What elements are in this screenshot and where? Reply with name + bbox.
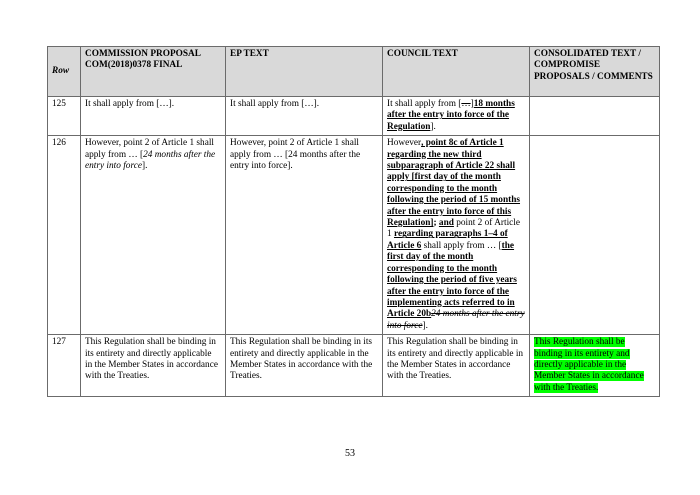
ep-cell: This Regulation shall be binding in its entirety and directly applicable in the Member States in accordance with the Treaties. [226, 335, 383, 397]
consolidated-cell [530, 136, 660, 335]
row-number: 127 [48, 335, 81, 397]
deleted-text: … [461, 99, 471, 109]
deleted-text: 24 months after the entry into force [387, 309, 525, 331]
table-row [48, 335, 660, 397]
header-council-text: COUNCIL TEXT [383, 47, 530, 97]
council-cell: This Regulation shall be binding in its entirety and directly applicable in the Member States in accordance with the Treaties. [383, 335, 530, 397]
council-cell [383, 136, 530, 335]
council-text: ]. [430, 121, 436, 132]
council-text: ]. [422, 320, 428, 331]
table-row [48, 97, 660, 136]
council-text: shall apply from … [ [421, 240, 502, 251]
table-row [48, 136, 660, 335]
consolidated-cell [530, 335, 660, 397]
inserted-text: and [438, 218, 454, 229]
council-text: point 2 of Article 1 [387, 218, 521, 240]
header-ep-text: EP TEXT [226, 47, 383, 97]
commission-cell: This Regulation shall be binding in its entirety and directly applicable in the Member States in accordance with the Treaties. [81, 335, 226, 397]
highlighted-text: This Regulation shall be binding in its entirety and directly applicable in the Member States in accordance with the Treaties. [534, 337, 644, 393]
commission-cell [81, 136, 226, 335]
italic-text: 24 months after the entry into force [85, 149, 216, 172]
ep-cell: It shall apply from […]. [226, 97, 383, 136]
inserted-text: 18 months after the entry into force of the Regulation [387, 99, 515, 132]
inserted-text: the first day of the month corresponding to the month following the period of five years after the entry into force of the implementing acts referred to in Article 20b [387, 240, 517, 320]
row-number: 125 [48, 97, 81, 136]
ep-cell: However, point 2 of Article 1 shall apply from … [24 months after the entry into force]. [226, 136, 383, 335]
commission-text: However, point 2 of Article 1 shall apply from … [ [85, 138, 214, 160]
header-consolidated: CONSOLIDATED TEXT / COMPROMISE PROPOSALS / COMMENTS [530, 47, 660, 97]
comparison-table [47, 46, 660, 397]
inserted-text: , point 8c of Article 1 regarding the new third subparagraph of Article 22 shall apply [first day of the month corresponding to the month following the period of 15 months after the entry into force of this Regulation] [387, 138, 521, 229]
council-cell [383, 97, 530, 136]
inserted-text: regarding paragraphs 1–4 of Article 6 [387, 229, 508, 251]
council-text: It shall apply from [ [387, 99, 462, 109]
header-row [48, 47, 660, 97]
council-text: ] [470, 99, 474, 109]
council-text: ; [433, 218, 439, 229]
row-number: 126 [48, 136, 81, 335]
consolidated-cell [530, 97, 660, 136]
commission-text: ]. [141, 161, 148, 172]
header-row-label: Row [48, 47, 81, 97]
commission-cell: It shall apply from […]. [81, 97, 226, 136]
page-number: 53 [345, 448, 355, 459]
header-commission: COMMISSION PROPOSAL COM(2018)0378 FINAL [81, 47, 226, 97]
council-text: However [387, 138, 422, 149]
